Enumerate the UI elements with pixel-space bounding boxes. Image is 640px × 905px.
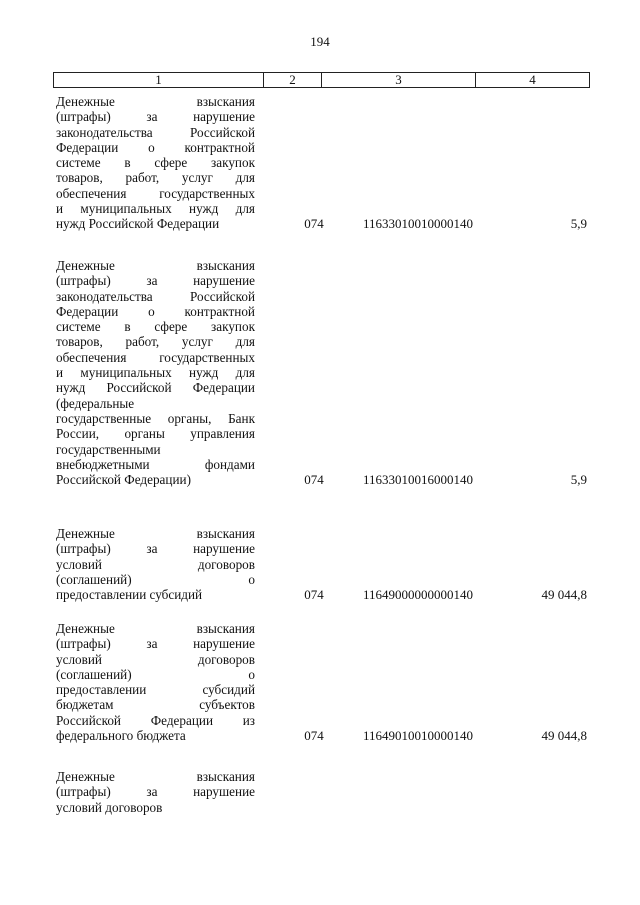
description-line: нужд Российской Федерации (56, 216, 220, 232)
description-line: Российской Федерации) (56, 472, 191, 488)
row-description (56, 769, 255, 815)
description-line: (штрафы) за нарушение (56, 784, 255, 800)
admin-code: 074 (304, 587, 324, 603)
kbk-code: 11649000000000140 (362, 587, 474, 603)
description-line: (соглашений) о (56, 571, 255, 587)
description-line: государственные органы, Банк (56, 410, 255, 426)
description-line: законодательства Российской (56, 124, 255, 140)
row-description (56, 621, 255, 743)
description-line: Российской Федерации из (56, 712, 255, 728)
page-number: 194 (310, 34, 330, 49)
description-line: системе в сфере закупок (56, 155, 255, 171)
description-line: России, органы управления (56, 426, 255, 442)
table-row (56, 769, 587, 815)
description-line: предоставлении субсидий (56, 587, 203, 603)
description-line: и муниципальных нужд для (56, 201, 255, 217)
amount-value: 5,9 (570, 472, 587, 488)
admin-code: 074 (304, 472, 324, 488)
description-line: (штрафы) за нарушение (56, 273, 255, 289)
table-row (56, 621, 587, 743)
amount-value: 49 044,8 (541, 728, 587, 744)
description-line: бюджетам субъектов (56, 697, 255, 713)
table-row (56, 94, 587, 232)
description-line: товаров, работ, услуг для (56, 170, 255, 186)
description-line: обеспечения государственных (56, 349, 255, 365)
description-line: условий договоров (56, 799, 163, 815)
header-col-4: 4 (529, 72, 536, 87)
row-description (56, 94, 255, 232)
description-line: товаров, работ, услуг для (56, 334, 255, 350)
description-line: внебюджетными фондами (56, 456, 255, 472)
description-line: законодательства Российской (56, 288, 255, 304)
admin-code: 074 (304, 216, 324, 232)
description-line: нужд Российской Федерации (56, 380, 255, 396)
table-row (56, 526, 587, 602)
description-line: условий договоров (56, 556, 255, 572)
description-line: предоставлении субсидий (56, 682, 255, 698)
description-line: (штрафы) за нарушение (56, 541, 255, 557)
description-line: (федеральные (56, 395, 135, 411)
header-col-1: 1 (54, 73, 264, 87)
header-col-3: 3 (322, 73, 476, 87)
admin-code: 074 (304, 728, 324, 744)
row-description (56, 526, 255, 602)
kbk-code: 11633010016000140 (362, 472, 474, 488)
kbk-code: 11633010010000140 (362, 216, 474, 232)
amount-value: 49 044,8 (541, 587, 587, 603)
row-description (56, 258, 255, 487)
description-line: Денежные взыскания (56, 769, 255, 784)
description-line: (штрафы) за нарушение (56, 636, 255, 652)
description-line: Денежные взыскания (56, 94, 255, 109)
description-line: Денежные взыскания (56, 526, 255, 541)
table-header (53, 72, 590, 88)
description-line: федерального бюджета (56, 728, 186, 744)
description-line: Денежные взыскания (56, 621, 255, 636)
description-line: условий договоров (56, 651, 255, 667)
description-line: государственными (56, 441, 161, 457)
description-line: и муниципальных нужд для (56, 365, 255, 381)
description-line: обеспечения государственных (56, 185, 255, 201)
description-line: Федерации о контрактной (56, 139, 255, 155)
amount-value: 5,9 (570, 216, 587, 232)
description-line: Федерации о контрактной (56, 303, 255, 319)
kbk-code: 11649010010000140 (362, 728, 474, 744)
table-row (56, 258, 587, 487)
description-line: Денежные взыскания (56, 258, 255, 273)
description-line: системе в сфере закупок (56, 319, 255, 335)
description-line: (соглашений) о (56, 666, 255, 682)
description-line: (штрафы) за нарушение (56, 109, 255, 125)
header-col-2: 2 (264, 73, 322, 87)
